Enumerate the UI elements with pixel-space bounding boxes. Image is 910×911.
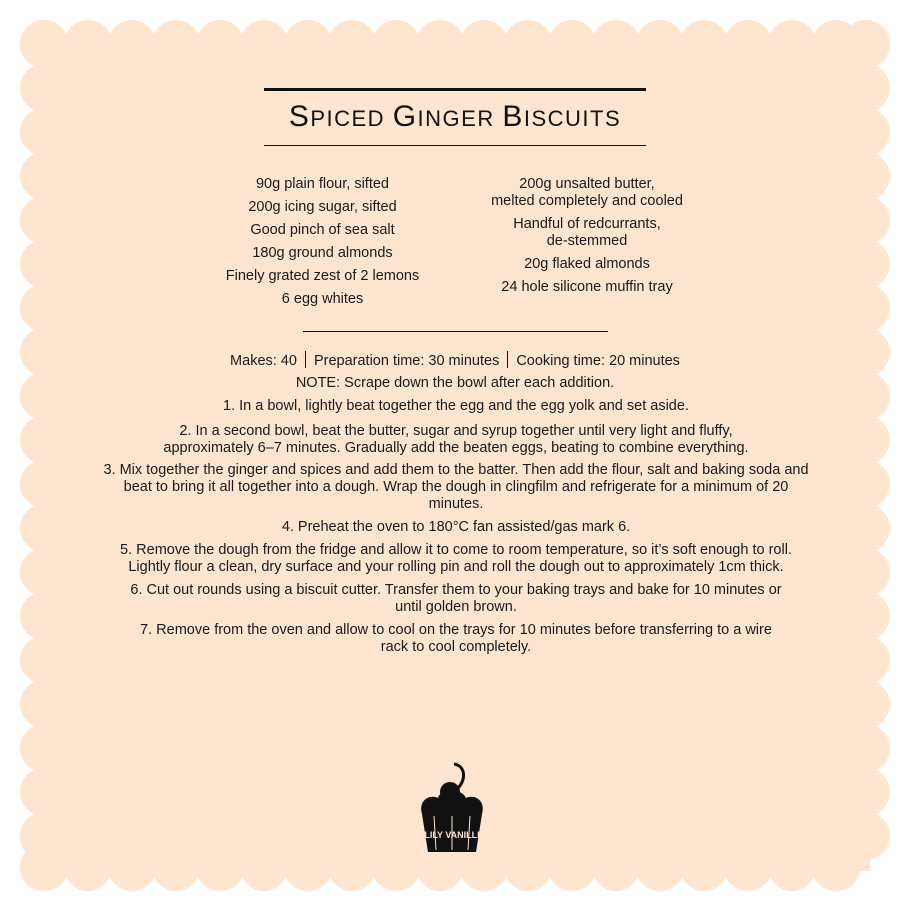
method-steps (100, 398, 812, 661)
prep-time-label: Preparation time: 30 minutes (313, 353, 500, 369)
makes-label: Makes: 40 (230, 353, 297, 369)
method-step: 4. Preheat the oven to 180°C fan assisted/gas mark 6. (281, 519, 631, 535)
ingredient-item: 200g unsalted butter, melted completely and cooled (491, 176, 683, 209)
method-step: 3. Mix together the ginger and spices and add them to the batter. Then add the flour, salt and baking soda and beat to bring it all together into a dough. Wrap the dough in clingfilm and refrigerate for a minimum of 20 minutes. (103, 462, 809, 512)
cupcake-icon (414, 758, 490, 854)
ingredient-item: 6 egg whites (281, 291, 364, 307)
cook-time-label: Cooking time: 20 minutes (516, 353, 680, 369)
title-rule-top (264, 88, 646, 91)
ingredient-item: Finely grated zest of 2 lemons (225, 268, 420, 284)
recipe-note: NOTE: Scrape down the bowl after each addition. (295, 375, 615, 391)
method-step: 2. In a second bowl, beat the butter, sugar and syrup together until very light and fluffy, approximately 6–7 minutes. Gradually add the beaten eggs, beating to combine everything. (163, 423, 749, 456)
svg-text:LILY VANILLI: LILY VANILLI (424, 830, 480, 840)
ingredients-right-column (462, 176, 712, 302)
ingredient-item: 180g ground almonds (252, 245, 393, 261)
recipe-meta (0, 351, 910, 369)
meta-separator (305, 351, 306, 368)
ingredients-left-column (200, 176, 445, 314)
meta-separator (507, 351, 508, 368)
method-step: 6. Cut out rounds using a biscuit cutter. Transfer them to your baking trays and bake for 10 minutes or until golden brown. (130, 582, 782, 615)
section-divider (303, 331, 608, 332)
ingredient-item: 200g icing sugar, sifted (248, 199, 397, 215)
method-step: 5. Remove the dough from the fridge and allow it to come to room temperature, so it’s soft enough to roll. Lightly flour a clean, dry surface and your rolling pin and roll the dough out to approximately 1cm thick. (120, 542, 792, 575)
ingredient-item: Good pinch of sea salt (250, 222, 395, 238)
ingredient-item: 90g plain flour, sifted (255, 176, 389, 192)
method-step: 7. Remove from the oven and allow to cool on the trays for 10 minutes before transferring to a wire rack to cool completely. (140, 622, 772, 655)
recipe-title: SPICED GINGER BISCUITS (288, 100, 622, 133)
ingredient-item: Handful of redcurrants, de-stemmed (513, 216, 661, 249)
title-rule-bottom (264, 145, 646, 146)
ingredient-item: 20g flaked almonds (524, 256, 650, 272)
ingredient-item: 24 hole silicone muffin tray (501, 279, 673, 295)
method-step: 1. In a bowl, lightly beat together the egg and the egg yolk and set aside. (223, 398, 689, 414)
